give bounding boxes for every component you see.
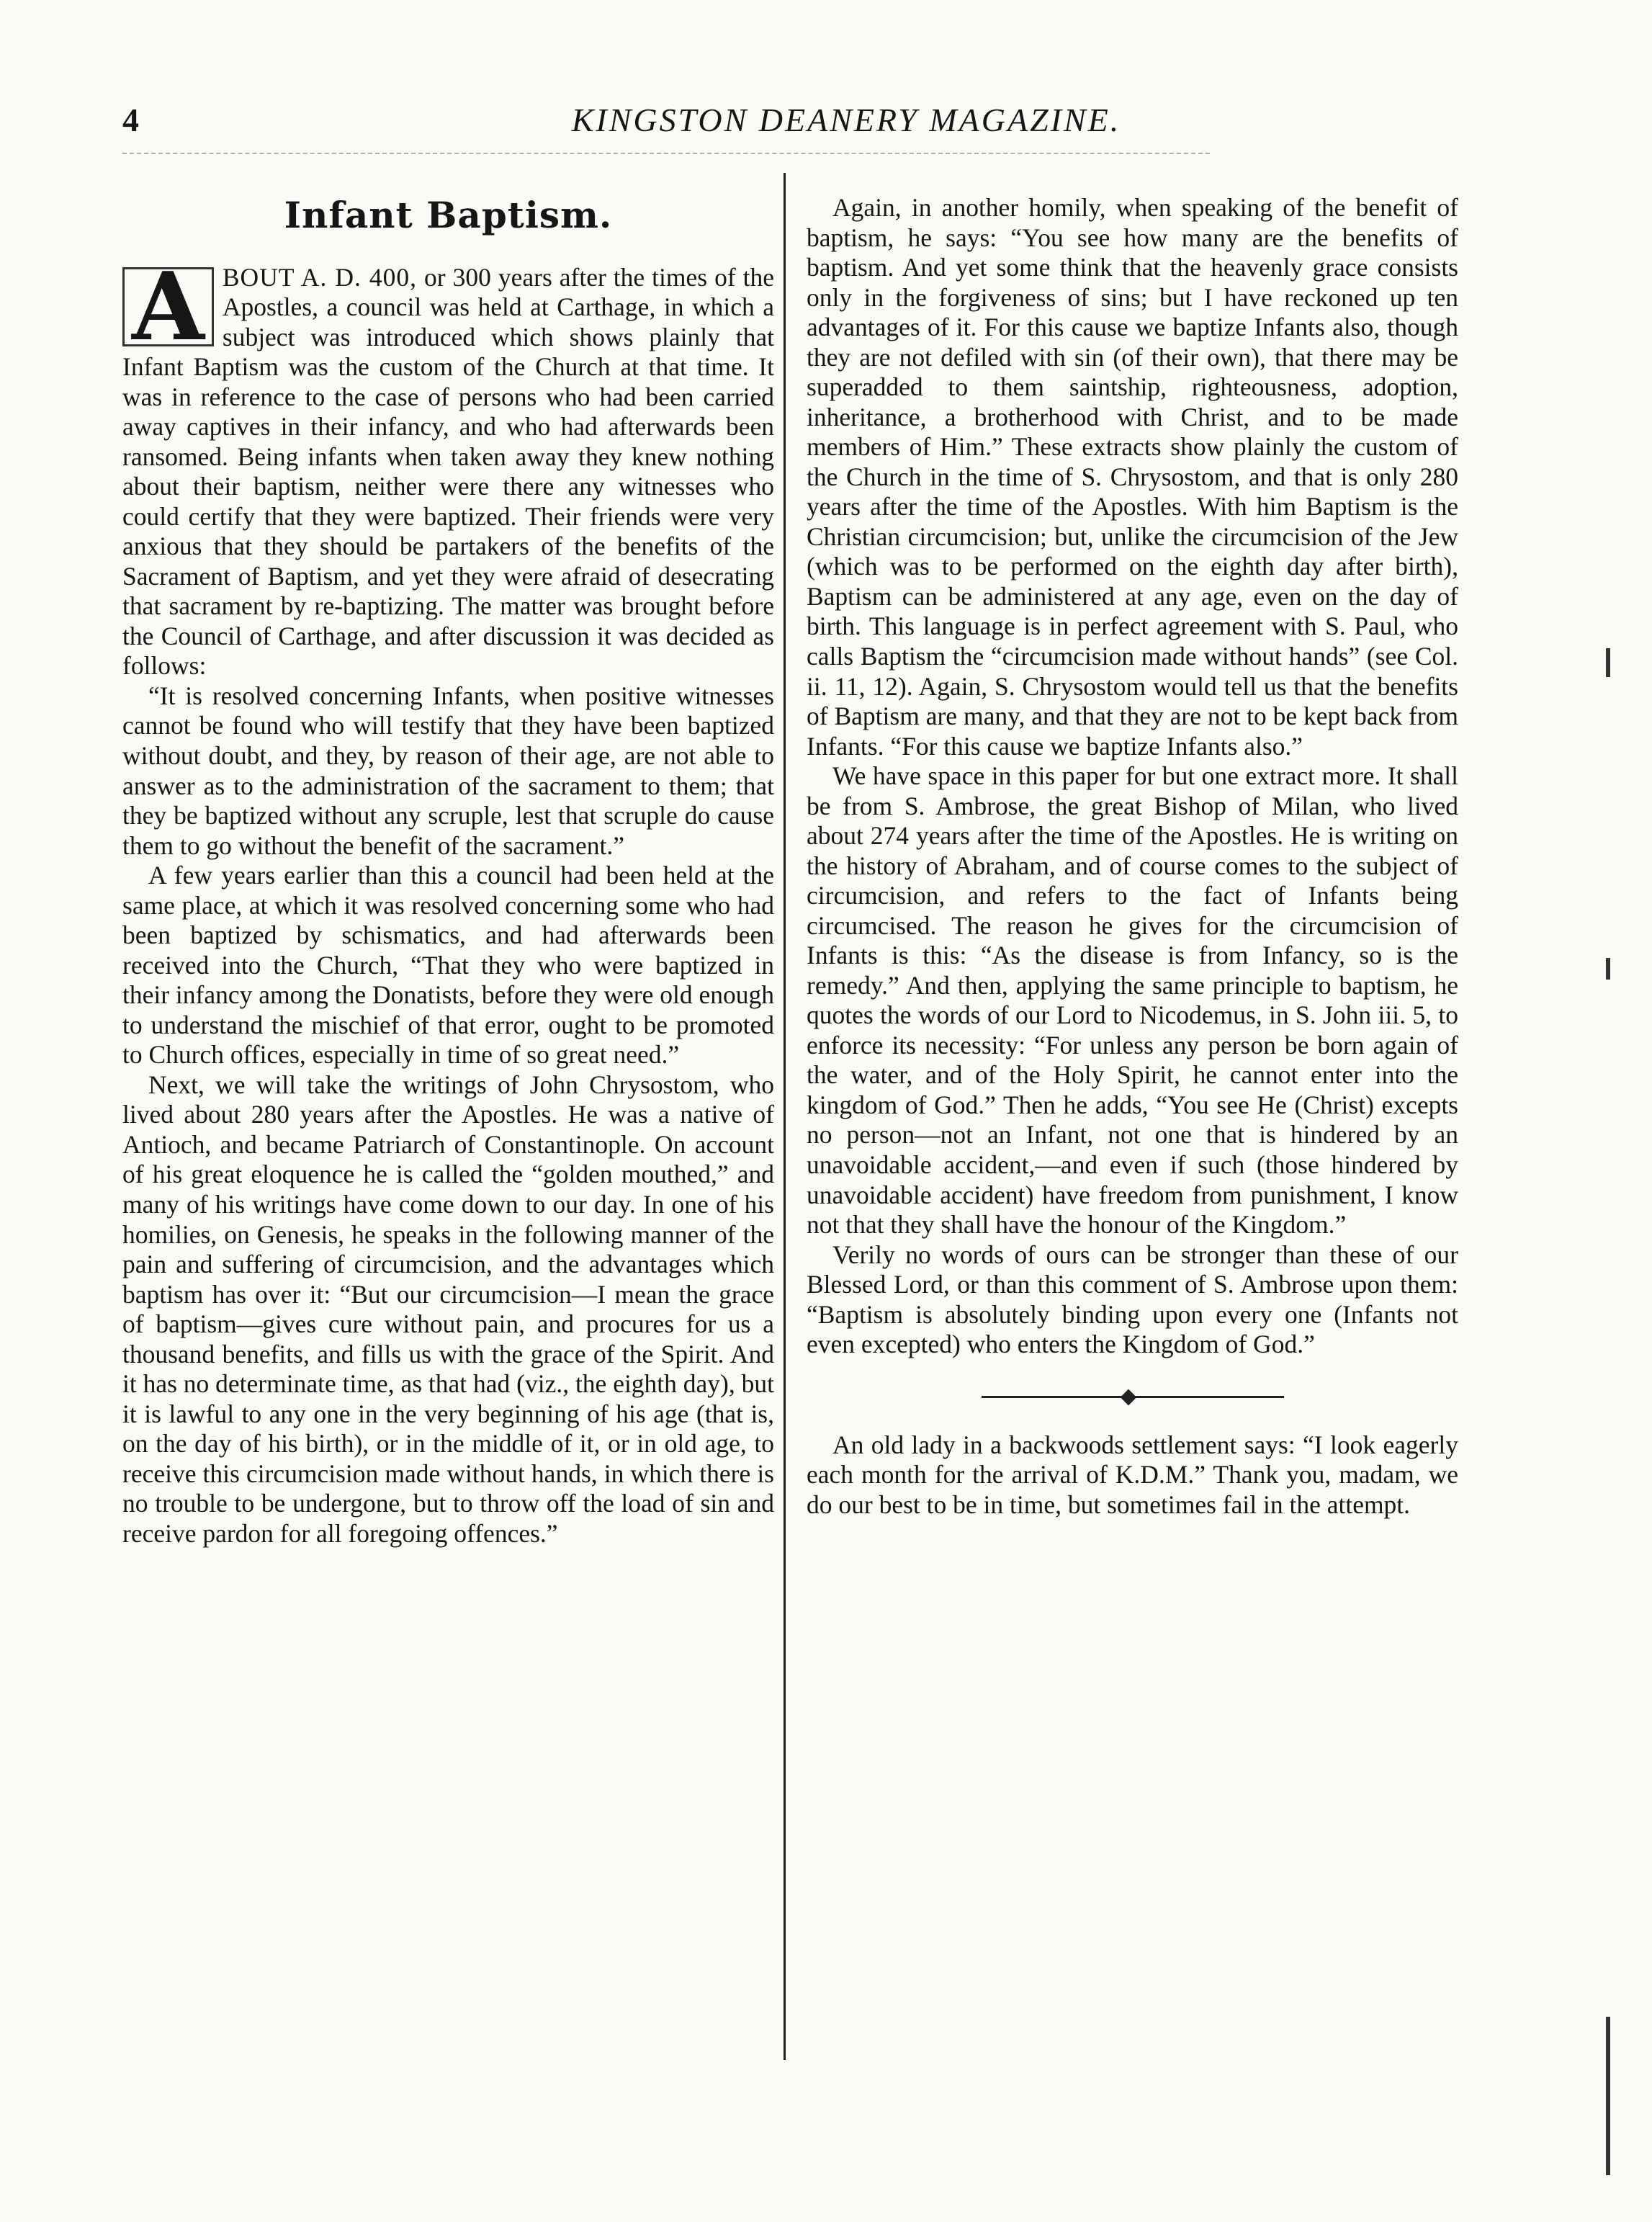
page-header (0, 101, 1652, 151)
article-title: Infant Baptism. (284, 194, 613, 236)
page-number: 4 (122, 102, 139, 138)
scan-edge-mark (1606, 2017, 1610, 2175)
drop-cap: A (122, 267, 214, 346)
header-rule (122, 153, 1210, 154)
opening-words: BOUT A. D. 400, (222, 262, 418, 292)
paragraph: We have space in this paper for but one extract more. It shall be from S. Ambrose, the great Bishop of Milan, who lived about 274 years after the time of the Apostles. He is writing on the history of Abraham, and of course comes to the subject of circumcision, and refers to the fact of Infants being circumcised. The reason he gives for the circumcision of Infants is this: “As the disease is from Infancy, so is the remedy.” And then, applying the same principle to baptism, he quotes the words of our Lord to Nicodemus, in S. John iii. 5, to enforce its necessity: “For unless any person be born again of the water, and of the Holy Spirit, he cannot enter into the kingdom of God.” Then he adds, “You see He (Christ) excepts no person—not an Infant, not one that is hindered by an unavoidable accident,—and even if such (those hindered by unavoidable accident) have freedom from punishment, I know not that they shall have the honour of the Kingdom.” (807, 761, 1458, 1240)
paragraph: “It is resolved concerning Infants, when positive witnesses cannot be found who will testify that they have been baptized without doubt, and they, by reason of their age, are not able to answer as to the administration of the sacrament to them; that they be baptized without any scruple, lest that scruple do cause them to go without the benefit of the sacrament.” (122, 681, 774, 860)
paragraph (122, 251, 775, 681)
paragraph: A few years earlier than this a council had been held at the same place, at which it was resolved concerning some who had been baptized by schismatics, and had afterwards been received into the Church, “That they who were baptized in their infancy among the Donatists, before they were old enough to understand the mischief of that error, ought to be promoted to Church offices, especially in time of so great need.” (122, 861, 774, 1070)
paragraph: Again, in another homily, when speaking of the benefit of baptism, he says: “You see how many are the benefits of baptism. And yet some think that the heavenly grace consists only in the forgiveness of sins; but I have reckoned up ten advantages of it. For this cause we baptize Infants also, though they are not defiled with sin (of their own), that there may be superadded to them saintship, righteousness, adoption, inheritance, a brotherhood with Christ, and to be made members of Him.” These extracts show plainly the custom of the Church in the time of S. Chrysostom, and that is only 280 years after the time of the Apostles. With him Baptism is the Christian circumcision; but, unlike the circumcision of the Jew (which was to be performed on the eighth day after birth), Baptism can be administered at any age, even on the day of birth. This language is in perfect agreement with S. Paul, who calls Baptism the “circumcision made without hands” (see Col. ii. 11, 12). Again, S. Chrysostom would tell us that the benefits of Baptism are many, and that they are not to be kept back from Infants. “For this cause we baptize Infants also.” (807, 193, 1458, 761)
note-text: An old lady in a backwoods settlement says: “I look eagerly each month for the arrival of K.D.M.” Thank you, madam, we do our best to be in time, but sometimes fail in the attempt. (807, 1430, 1458, 1519)
paragraph-text: or 300 years after the times of the Apostles, a council was held at Carthage, in which a subject was introduced which shows plainly that Infant Baptism was the custom of the Church at that time. It was in reference to the case of persons who had been carried away captives in their infancy, and who had afterwards been ransomed. Being infants when taken away they knew nothing about their baptism, neither were there any witnesses who could certify that they were baptized. Their friends were very anxious that they should be partakers of the benefits of the Sacrament of Baptism, and yet they were afraid of desecrating that sacrament by re-baptizing. The matter was brought before the Council of Carthage, and after discussion it was decided as follows: (122, 262, 775, 681)
section-ornament (982, 1392, 1284, 1402)
column-divider (784, 173, 786, 2060)
paragraph: Next, we will take the writings of John Chrysostom, who lived about 280 years after the Apostles. He was a native of Antioch, and became Patriarch of Constantinople. On account of his great eloquence he is called the “golden mouthed,” and many of his writings have come down to our day. In one of his homilies, on Genesis, he speaks in the following manner of the pain and suffering of circumcision, and the advantages which baptism has over it: “But our circumcision—I mean the grace of baptism—gives cure without pain, and procures for us a thousand benefits, and fills us with the grace of the Spirit. And it has no determinate time, as that had (viz., the eighth day), but it is lawful to any one in the very beginning of his age (that is, on the day of his birth), or in the middle of it, or in old age, to receive this circumcision made without hands, in which there is no trouble to be undergone, but to throw off the load of sin and receive pardon for all foregoing offences.” (122, 1070, 774, 1548)
reader-note (807, 1430, 1458, 1520)
scan-edge-mark (1606, 958, 1610, 980)
left-column (122, 173, 774, 1549)
right-column (807, 193, 1458, 1520)
running-head: KINGSTON DEANERY MAGAZINE. (571, 102, 1121, 138)
scan-edge-mark (1606, 648, 1610, 677)
paragraph: Verily no words of ours can be stronger than these of our Blessed Lord, or than this comment of S. Ambrose upon them: “Baptism is absolutely binding upon every one (Infants not even excepted) who enters the Kingdom of God.” (807, 1240, 1458, 1359)
ornament-diamond (1120, 1389, 1136, 1405)
